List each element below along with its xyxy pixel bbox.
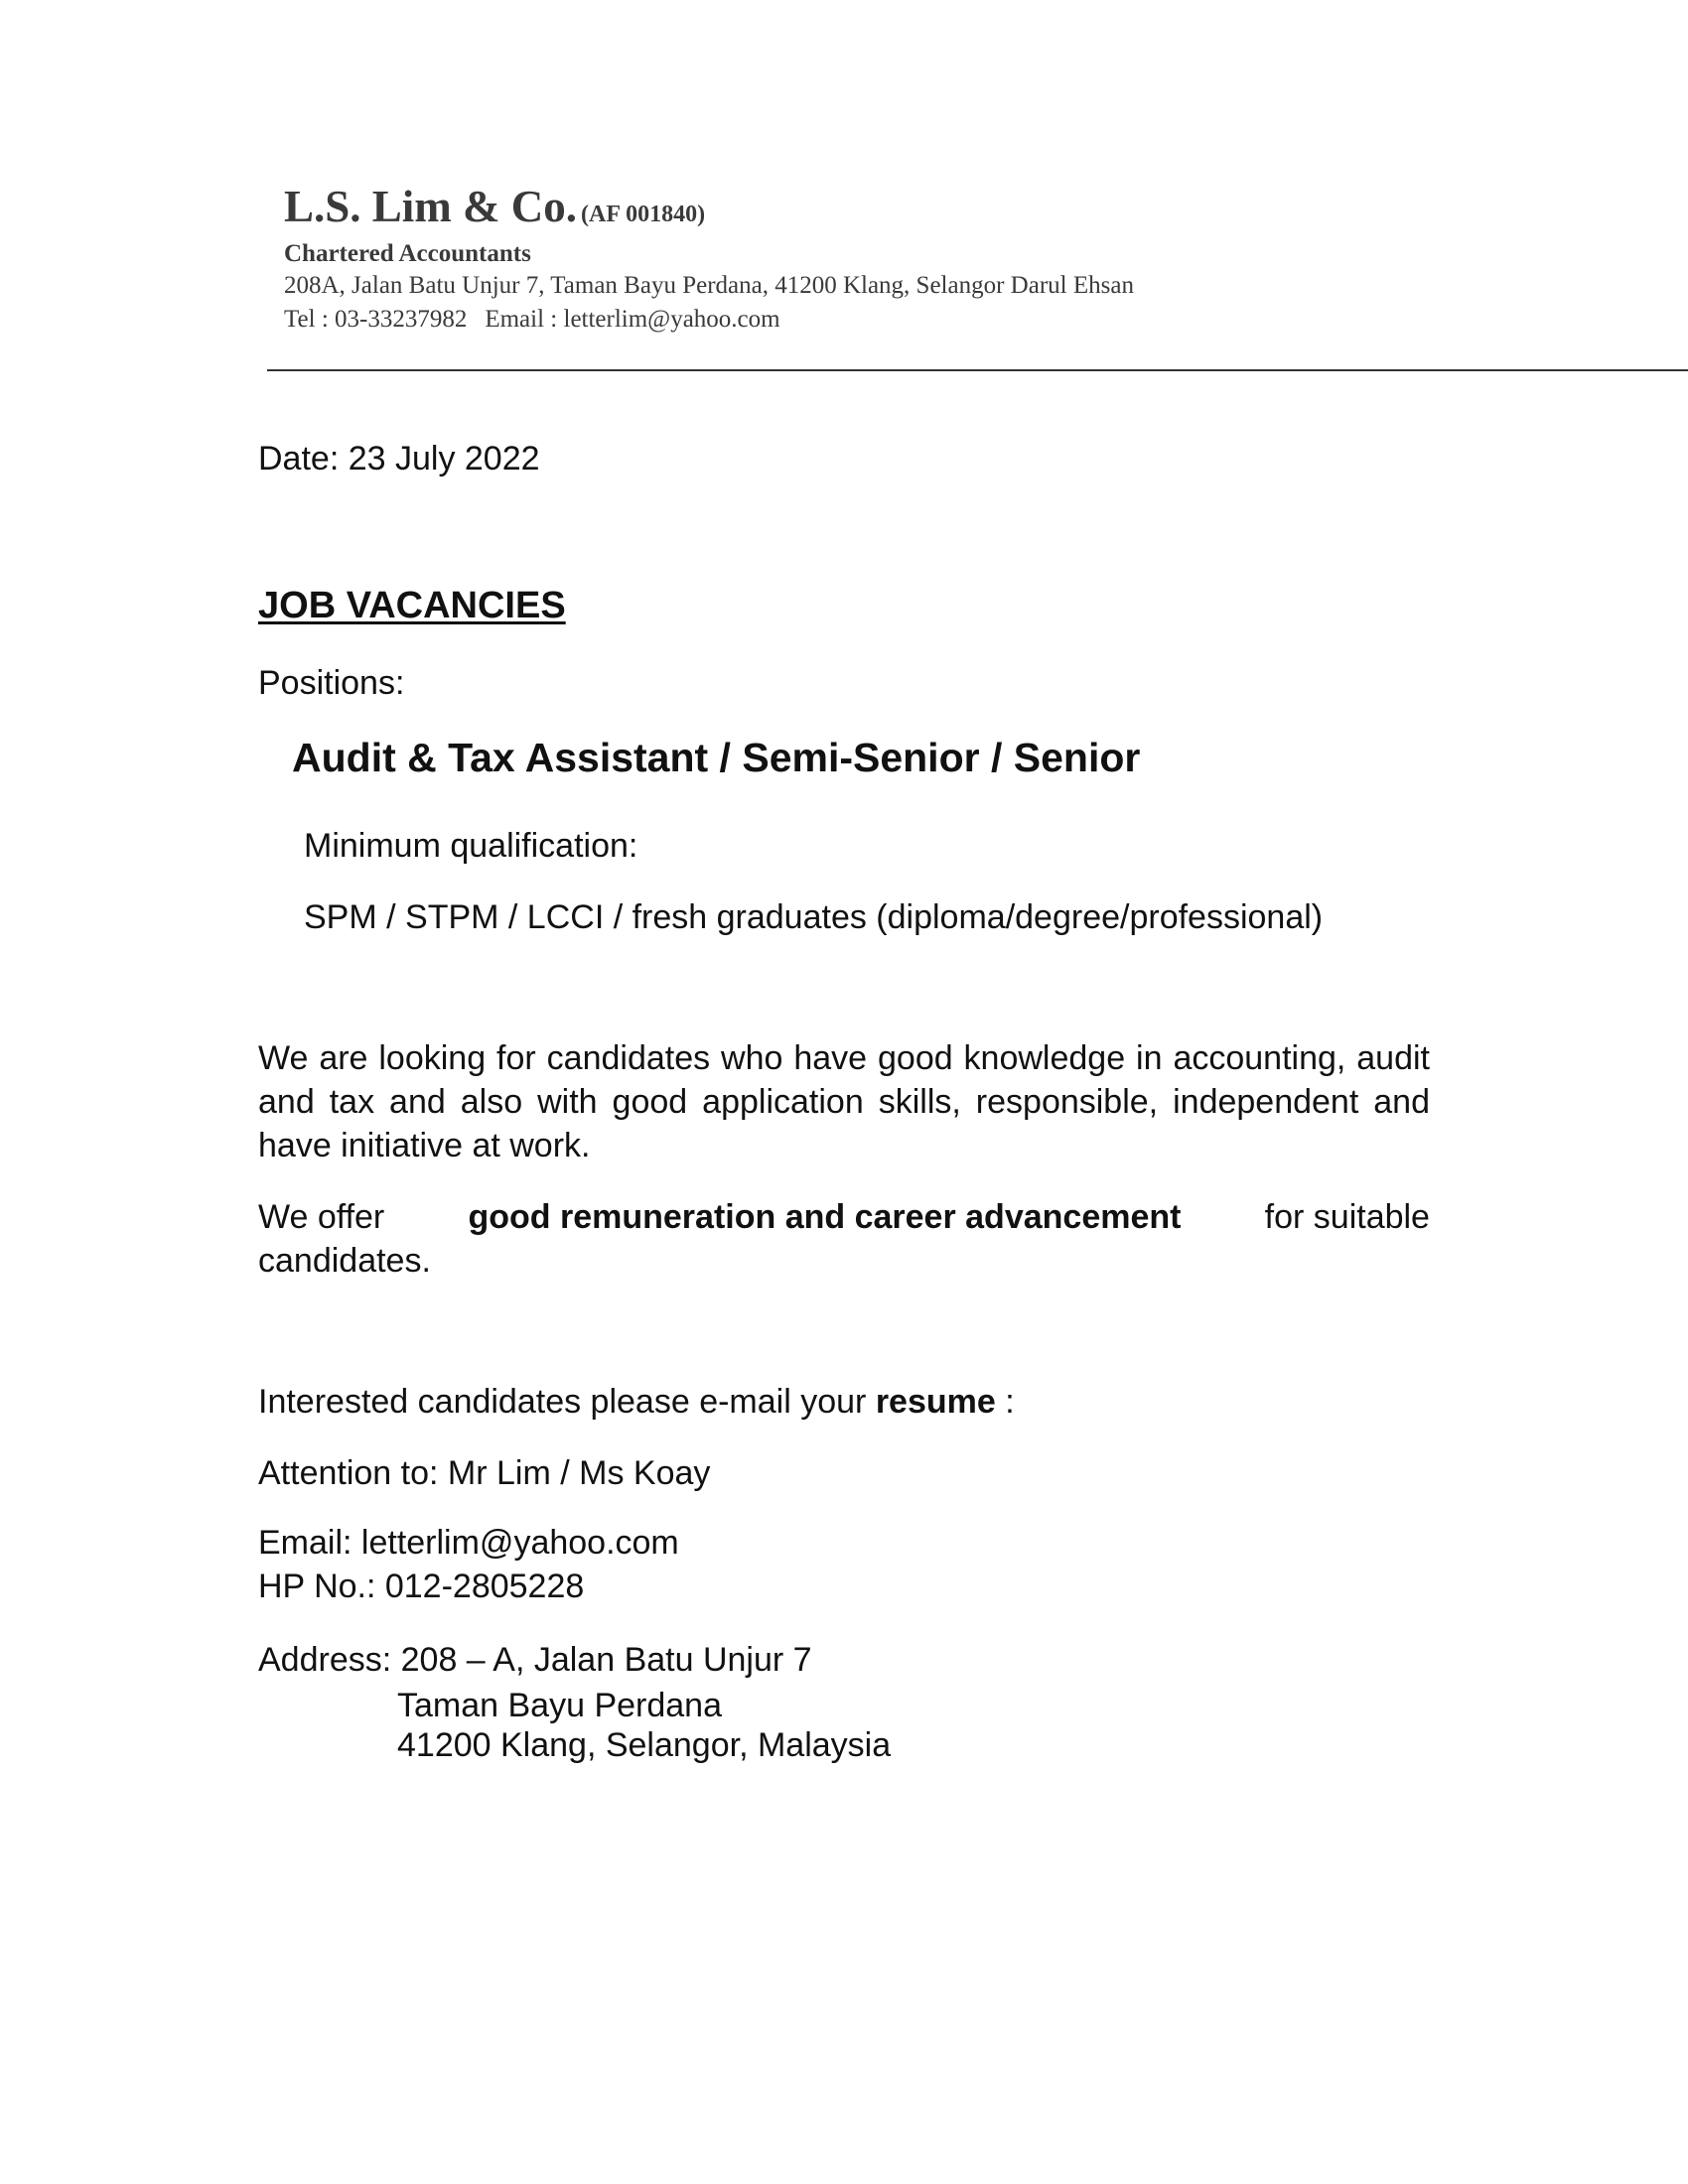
firm-registration: (AF 001840)	[581, 202, 706, 227]
qualification-label: Minimum qualification:	[304, 827, 638, 865]
firm-tagline: Chartered Accountants	[284, 240, 531, 267]
position-title: Audit & Tax Assistant / Semi-Senior / Senior	[292, 735, 1141, 780]
contact-address-line1: Address: 208 – A, Jalan Batu Unjur 7	[258, 1641, 812, 1679]
offer-pre: We offer	[258, 1198, 385, 1236]
contact-address-line2: Taman Bayu Perdana	[397, 1687, 722, 1724]
offer-end: candidates.	[258, 1242, 431, 1280]
qualification-value: SPM / STPM / LCCI / fresh graduates (diploma/degree/professional)	[304, 898, 1324, 936]
instruction-colon: :	[1005, 1383, 1015, 1421]
contact-address-line3: 41200 Klang, Selangor, Malaysia	[397, 1726, 892, 1764]
letterhead-divider	[267, 369, 1688, 371]
instruction-resume: resume	[875, 1383, 996, 1421]
offer-post: for suitable	[1264, 1198, 1430, 1236]
page-title: JOB VACANCIES	[258, 585, 566, 626]
offer-bold: good remuneration and career advancement	[468, 1198, 1182, 1236]
firm-name: L.S. Lim & Co.	[284, 182, 578, 231]
letterhead	[284, 182, 1134, 337]
positions-label: Positions:	[258, 664, 405, 702]
firm-address: 208A, Jalan Batu Unjur 7, Taman Bayu Perdana, 41200 Klang, Selangor Darul Ehsan	[284, 272, 1134, 299]
contact-attention: Attention to: Mr Lim / Ms Koay	[258, 1454, 711, 1492]
firm-contact	[284, 303, 1134, 337]
firm-name-line	[284, 182, 1134, 231]
firm-tel: Tel : 03-33237982	[284, 305, 468, 333]
firm-email: Email : letterlim@yahoo.com	[485, 305, 780, 333]
letter-date: Date: 23 July 2022	[258, 440, 540, 478]
instruction-text: Interested candidates please e-mail your	[258, 1383, 867, 1421]
paragraph-offer	[258, 1195, 1430, 1283]
paragraph-requirements: We are looking for candidates who have good knowledge in accounting, audit and tax and also with good application skills, responsible, independent and have initiative at work.	[258, 1039, 1430, 1164]
contact-instruction	[258, 1380, 1015, 1424]
offer-line	[258, 1195, 1430, 1239]
contact-phone: HP No.: 012-2805228	[258, 1568, 585, 1605]
contact-email: Email: letterlim@yahoo.com	[258, 1524, 679, 1562]
